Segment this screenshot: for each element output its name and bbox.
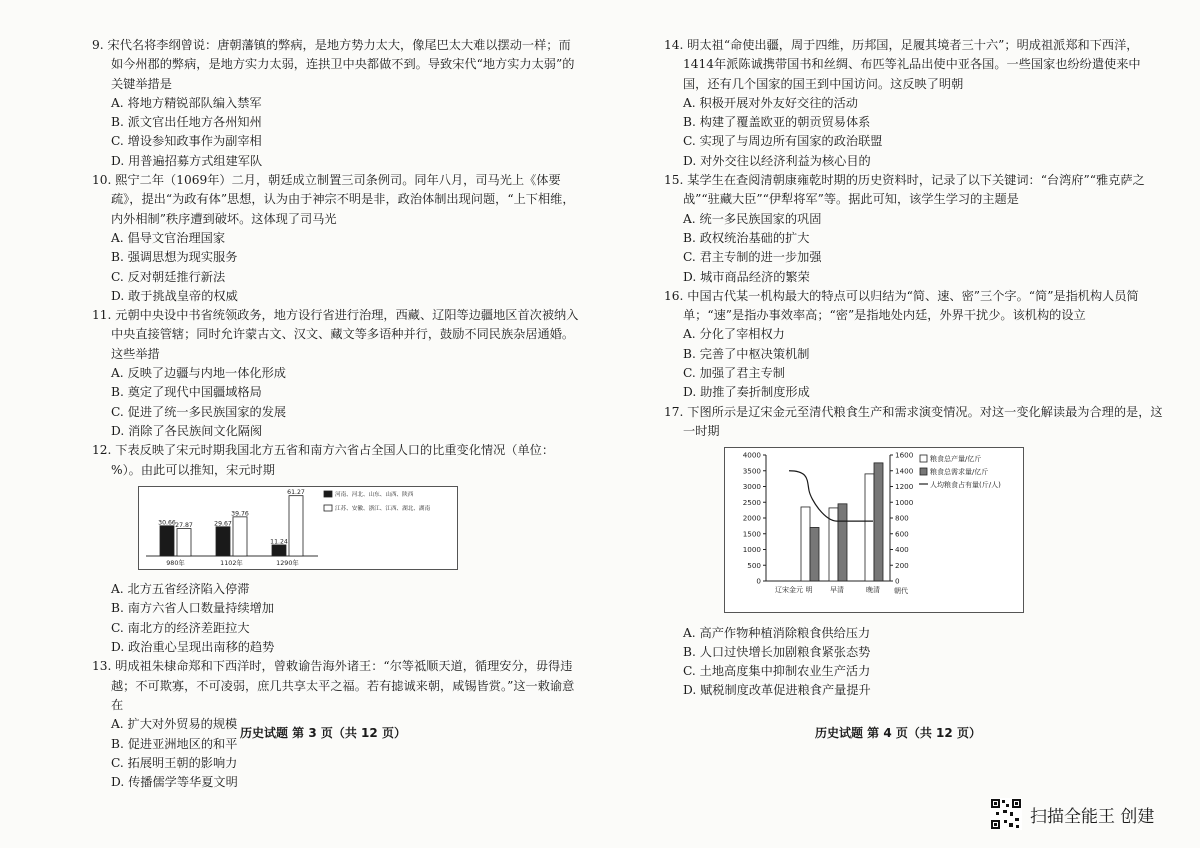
right-tick-label: 800 (895, 513, 909, 523)
x-tick-label: 明 (805, 586, 813, 595)
qr-code-icon (990, 798, 1022, 830)
left-tick-label: 4000 (742, 450, 761, 460)
option-d[interactable]: D. 用普遍招募方式组建军队 (111, 153, 263, 168)
left-tick-label: 2000 (742, 513, 761, 523)
option-a[interactable]: A. 高产作物种植消除粮食供给压力 (683, 625, 871, 640)
grain-chart-svg (724, 447, 1024, 613)
option-c[interactable]: C. 实现了与周边所有国家的政治联盟 (683, 134, 883, 149)
left-tick-label: 0 (756, 576, 761, 586)
question-17 (664, 403, 1164, 701)
left-tick-label: 2500 (742, 497, 761, 507)
option-a[interactable]: A. 将地方精锐部队编入禁军 (111, 95, 262, 110)
legend-swatch (920, 455, 927, 462)
tick-label: 980年 (166, 558, 185, 567)
option-c[interactable]: C. 土地高度集中抑制农业生产活力 (683, 664, 871, 679)
question-stem: 16. 中国古代某一机构最大的特点可以归结为“简、速、密”三个字。“简”是指机构人员简单；“速”是指办事效率高；“密”是指地处内廷，外界干扰少。该机构的设立 (664, 288, 1139, 323)
population-chart-svg (138, 486, 458, 570)
question-9 (92, 36, 580, 171)
option-a[interactable]: A. 扩大对外贸易的规模 (111, 717, 238, 732)
data-label: 61.27 (287, 489, 305, 497)
question-stem: 14. 明太祖“命使出疆，周于四维，历邦国，足履其境者三十六”；明成祖派郑和下西洋，1414年派陈诚携带国书和丝绸、布匹等礼品出使中亚各国。一些国家也纷纷遣使来中国，还有几个国家的国王到中国访问。这反映了明朝 (664, 38, 1141, 91)
question-11 (92, 306, 580, 441)
question-stem: 15. 某学生在查阅清朝康雍乾时期的历史资料时，记录了以下关键词：“台湾府”“雅克萨之战”“驻藏大臣”“伊犁将军”等。据此可知，该学生学习的主题是 (664, 173, 1145, 207)
left-tick-label: 3000 (742, 482, 761, 492)
right-tick-label: 600 (895, 529, 909, 539)
question-stem: 10. 熙宁二年（1069年）二月，朝廷成立制置三司条例司。同年八月，司马光上《体要疏》，提出“为政有体”思想，认为由于神宗不明是非，政治体制出现问题，“上下相维，内外相制”秩序遭到破坏。这体现了司马光 (92, 173, 575, 226)
option-b[interactable]: B. 派文官出任地方各州知州 (111, 115, 262, 130)
option-c[interactable]: C. 增设参知政事作为副宰相 (111, 134, 262, 149)
bar-south-0 (177, 528, 191, 555)
data-label: 29.67 (214, 520, 232, 528)
tick-label: 1290年 (276, 558, 299, 567)
x-axis-suffix: 朝代 (894, 587, 908, 596)
option-d[interactable]: D. 助推了奏折制度形成 (683, 385, 810, 400)
option-d[interactable]: D. 赋税制度改革促进粮食产量提升 (683, 683, 871, 698)
option-d[interactable]: D. 敢于挑战皇帝的权威 (111, 288, 238, 303)
option-b[interactable]: B. 强调思想为现实服务 (111, 250, 238, 265)
legend-label: 河南、河北、山东、山西、陕西 (335, 491, 414, 498)
watermark-text: 扫描全能王 创建 (1030, 806, 1155, 827)
population-bar-chart (138, 486, 580, 576)
option-c[interactable]: C. 促进了统一多民族国家的发展 (111, 404, 287, 419)
option-b[interactable]: B. 南方六省人口数量持续增加 (111, 601, 274, 616)
page-footer-right: 历史试题 第 4 页（共 12 页） (815, 726, 981, 740)
page-footer-left: 历史试题 第 3 页（共 12 页） (240, 726, 406, 740)
right-page (664, 36, 1164, 701)
option-a[interactable]: A. 积极开展对外友好交往的活动 (683, 95, 858, 110)
right-tick-label: 0 (895, 576, 900, 586)
option-c[interactable]: C. 拓展明王朝的影响力 (111, 755, 238, 770)
option-b[interactable]: B. 构建了覆盖欧亚的朝贡贸易体系 (683, 115, 871, 130)
bar-north-1 (216, 527, 230, 556)
bar-demand (838, 504, 847, 581)
question-stem: 12. 下表反映了宋元时期我国北方五省和南方六省占全国人口的比重变化情况（单位：%）。由此可以推知，宋元时期 (92, 443, 555, 477)
option-b[interactable]: B. 完善了中枢决策机制 (683, 346, 810, 361)
x-tick-label: 辽宋金元 (775, 586, 803, 595)
legend-swatch (324, 491, 332, 497)
option-d[interactable]: D. 城市商品经济的繁荣 (683, 269, 810, 284)
option-d[interactable]: D. 对外交往以经济利益为核心目的 (683, 153, 871, 168)
bar-demand (810, 528, 819, 582)
bar-south-2 (289, 496, 303, 556)
option-a[interactable]: A. 北方五省经济陷入停滞 (111, 582, 250, 597)
bar-north-2 (272, 545, 286, 556)
right-tick-label: 1600 (895, 450, 914, 460)
question-stem: 17. 下图所示是辽宋金元至清代粮食生产和需求演变情况。对这一变化解读最为合理的是，这一时期 (664, 404, 1163, 438)
x-tick-label: 早清 (830, 586, 844, 595)
data-label: 11.24 (270, 538, 288, 546)
bar-south-1 (233, 517, 247, 556)
question-16 (664, 287, 1164, 403)
option-a[interactable]: A. 反映了边疆与内地一体化形成 (111, 366, 286, 381)
option-b[interactable]: B. 奠定了现代中国疆域格局 (111, 385, 262, 400)
legend-swatch (324, 505, 332, 511)
question-10 (92, 171, 580, 306)
legend-label: 粮食总产量/亿斤 (930, 455, 982, 464)
option-a[interactable]: A. 分化了宰相权力 (683, 327, 785, 342)
right-tick-label: 400 (895, 545, 909, 555)
left-page (92, 36, 580, 792)
legend-label: 粮食总需求量/亿斤 (930, 468, 989, 477)
option-b[interactable]: B. 促进亚洲地区的和平 (111, 736, 238, 751)
option-a[interactable]: A. 倡导文官治理国家 (111, 230, 226, 245)
option-c[interactable]: C. 加强了君主专制 (683, 366, 785, 381)
option-b[interactable]: B. 政权统治基础的扩大 (683, 230, 810, 245)
option-b[interactable]: B. 人口过快增长加剧粮食紧张态势 (683, 644, 871, 659)
right-tick-label: 1200 (895, 482, 914, 492)
right-tick-label: 1000 (895, 497, 914, 507)
data-label: 27.87 (175, 521, 193, 529)
question-14 (664, 36, 1164, 171)
tick-label: 1102年 (220, 558, 243, 567)
option-c[interactable]: C. 君主专制的进一步加强 (683, 250, 822, 265)
data-label: 30.66 (158, 519, 176, 527)
option-a[interactable]: A. 统一多民族国家的巩固 (683, 211, 822, 226)
bar-production (865, 474, 874, 581)
data-label: 39.76 (231, 510, 249, 518)
option-c[interactable]: C. 反对朝廷推行新法 (111, 269, 226, 284)
legend-label: 人均粮食占有量(斤/人) (930, 481, 1001, 490)
right-tick-label: 200 (895, 560, 909, 570)
option-d[interactable]: D. 传播儒学等华夏文明 (111, 775, 238, 790)
right-tick-label: 1400 (895, 466, 914, 476)
legend-label: 江苏、安徽、浙江、江西、湖北、湖南 (335, 505, 431, 512)
option-d[interactable]: D. 消除了各民族间文化隔阂 (111, 423, 263, 438)
bar-demand (874, 463, 883, 581)
option-c[interactable]: C. 南北方的经济差距拉大 (111, 620, 250, 635)
x-tick-label: 晚清 (866, 586, 880, 595)
camscanner-watermark (990, 798, 1154, 830)
left-tick-label: 500 (747, 560, 761, 570)
left-tick-label: 1500 (742, 529, 761, 539)
left-tick-label: 1000 (742, 545, 761, 555)
bar-production (801, 507, 810, 581)
bar-north-0 (160, 526, 174, 556)
question-12 (92, 441, 580, 657)
question-stem: 11. 元朝中央设中书省统领政务，地方设行省进行治理，西藏、辽阳等边疆地区首次被纳入中央直接管辖；同时允许蒙古文、汉文、藏文等多语种并行，鼓励不同民族杂居通婚。这些举措 (92, 308, 579, 361)
left-tick-label: 3500 (742, 466, 761, 476)
question-stem: 9. 宋代名将李纲曾说：唐朝藩镇的弊病，是地方势力太大，像尾巴太大难以摆动一样；而如今州郡的弊病，是地方实力太弱，连拱卫中央都做不到。导致宋代“地方实力太弱”的关键举措是 (92, 38, 575, 91)
question-stem: 13. 明成祖朱棣命郑和下西洋时，曾敕谕告海外诸王：“尔等祗顺天道，循理安分，毋得违越；不可欺寡，不可凌弱，庶几共享太平之福。若有摅诚来朝，咸锡皆赏。”这一敕谕意在 (92, 659, 575, 712)
option-d[interactable]: D. 政治重心呈现出南移的趋势 (111, 640, 275, 655)
legend-swatch (920, 468, 927, 475)
question-15 (664, 171, 1164, 287)
grain-chart (724, 447, 1164, 619)
